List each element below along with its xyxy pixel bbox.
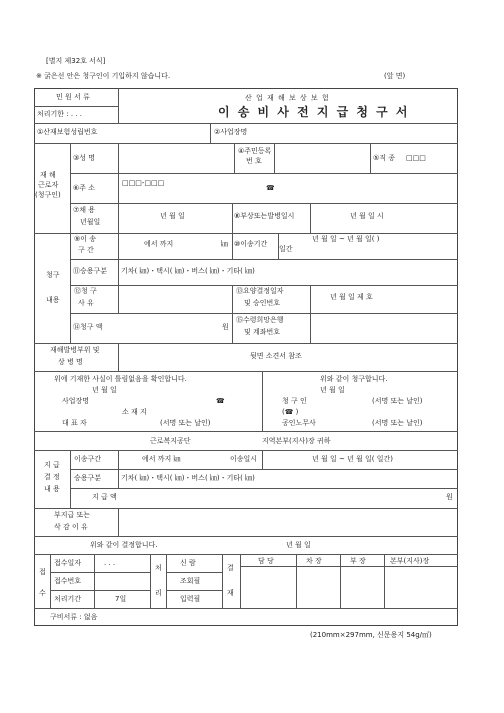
deadline-label: 처리기한 : . . . <box>37 110 82 118</box>
confirm-left-sign: (서명 또는 날인) <box>160 419 211 427</box>
transfer-label-1: ⑨이 송 <box>74 235 97 243</box>
means-label: ⑪승용구분 <box>73 267 108 275</box>
decision-transfer-label: 이송구간 <box>74 455 102 463</box>
decision-means-value: 기차( ㎞)・택시( ㎞)・버스( ㎞)・기타( ㎞) <box>121 474 255 482</box>
confirm-left-rep: 대 표 자 <box>62 419 87 427</box>
process-group-1: 처 <box>155 564 162 572</box>
job-value: □□□ <box>406 154 426 162</box>
worker-group-1: 재 해 <box>40 171 56 179</box>
bank-label-2: 및 계좌번호 <box>244 328 281 336</box>
decide-text: 위와 같이 결정합니다. <box>90 541 158 549</box>
confirm-left-date: 년 월 일 <box>92 386 117 394</box>
decision-transfer-value: 에서 까지 ㎞ <box>142 455 181 463</box>
approval-deputy: 차 장 <box>306 557 322 565</box>
process-inquiry: 조회필 <box>180 577 201 585</box>
decision-means-label: 승용구분 <box>74 474 102 482</box>
injury-date-value: 년 월 일 시 <box>350 212 384 220</box>
injury-part-label-2: 상 병 명 <box>58 358 83 366</box>
address-postal: □□□-□□□ <box>122 179 165 187</box>
decision-group-1: 지 급 <box>44 461 60 469</box>
transfer-period-label: ⑩이송기간 <box>234 240 268 248</box>
process-group-2: 리 <box>155 589 162 597</box>
transfer-label-2: 구 간 <box>78 246 94 254</box>
confirm-left-org: 사업장명 <box>62 397 90 405</box>
reason-label-2: 사 유 <box>78 299 94 307</box>
address-label: ⑥주 소 <box>73 184 96 192</box>
injury-part-value: 뒷면 소견서 참조 <box>250 352 302 360</box>
insurance-reg-label: ①산재보험성립번호 <box>37 128 98 136</box>
transfer-period-days: 일간 <box>279 245 293 253</box>
injury-part-label-1: 재해발병부위 및 <box>50 346 100 354</box>
agency-recipient: 지역본부(지사)장 귀하 <box>262 437 331 445</box>
hire-label-2: 년월일 <box>80 218 101 226</box>
job-label: ⑤직 종 <box>373 154 396 162</box>
required-docs: 구비서류 : 없음 <box>50 613 98 621</box>
claim-group-1: 청구 <box>46 271 60 279</box>
reception-date-dots: . . . <box>104 559 116 567</box>
confirm-right-agent: 공인노무사 <box>282 419 316 427</box>
form-note: ※ 굵은선 안은 청구인이 기입하지 않습니다. <box>36 72 171 80</box>
amount-unit: 원 <box>222 323 229 331</box>
phone-icon: ☎ <box>266 184 275 192</box>
transfer-from-to: 에서 까지 <box>144 240 174 248</box>
worker-group-2: 근로자 <box>38 181 59 189</box>
reception-period-value: 7일 <box>115 595 127 603</box>
reception-no-label: 접수번호 <box>54 577 82 585</box>
confirm-left-phone-icon: ☎ <box>216 397 225 405</box>
decision-pay-unit: 원 <box>446 493 453 501</box>
decision-pay-label: 지 급 액 <box>92 493 117 501</box>
transfer-km: ㎞ <box>221 240 228 248</box>
approval-manager: 부 장 <box>350 557 366 565</box>
confirm-right-date: 년 월 일 <box>320 386 345 394</box>
reject-label-1: 부지급 또는 <box>54 511 91 519</box>
worker-group-3: (청구인) <box>35 191 61 199</box>
decision-group-3: 내 용 <box>44 485 60 493</box>
amount-label: ⑭청구 액 <box>73 323 103 331</box>
form-title: 이 송 비 사 전 지 급 청 구 서 <box>218 105 410 119</box>
form-subtitle: 산 업 재 해 보 상 보 험 <box>245 94 330 102</box>
reception-group-1: 접 <box>39 568 46 576</box>
hire-value: 년 월 일 <box>160 212 185 220</box>
page-side: (앞 면) <box>384 72 406 80</box>
paper-spec: (210mm×297mm, 신문용지 54g/㎡) <box>310 631 432 639</box>
rrn-label-1: ④주민등록 <box>238 147 272 155</box>
reception-date-label: 접수일자 <box>54 559 82 567</box>
workplace-label: ②사업장명 <box>214 128 248 136</box>
reason-label-1: ⑫청 구 <box>74 287 97 295</box>
confirm-left-addr: 소 재 지 <box>122 408 147 416</box>
process-input: 입력필 <box>180 595 201 603</box>
transfer-period-value: 년 월 일 ~ 년 월 일( ) <box>312 235 380 243</box>
process-review: 신 람 <box>180 559 196 567</box>
confirm-right-sign2: (서명 또는 날인) <box>372 419 423 427</box>
care-label-1: ⑬요양결정일자 <box>236 287 284 295</box>
agency-name: 근로복지공단 <box>150 437 191 445</box>
decision-date-value: 년 월 일 ~ 년 월 일( 일간) <box>312 455 393 463</box>
reception-period-label: 처리기간 <box>54 595 82 603</box>
approval-group-1: 결 <box>227 564 234 572</box>
decision-date-label: 이송일시 <box>230 455 258 463</box>
approval-staff: 담 당 <box>258 557 274 565</box>
approval-director: 본부(지사)장 <box>390 557 430 565</box>
care-label-2: 및 승인번호 <box>244 299 281 307</box>
name-label: ③성 명 <box>73 154 96 162</box>
care-value: 년 월 일 제 호 <box>330 293 373 301</box>
confirm-right-phone: (☎ ) <box>282 408 299 416</box>
decision-group-2: 결 정 <box>44 473 60 481</box>
receipt-label: 민 원 서 류 <box>56 93 90 101</box>
form-number: [별지 제32호 서식] <box>46 57 106 65</box>
bank-label-1: ⑮수령희망은행 <box>236 316 284 324</box>
rrn-label-2: 번 호 <box>246 157 262 165</box>
reception-group-2: 수 <box>39 589 46 597</box>
confirm-right-claimant: 청 구 인 <box>282 397 307 405</box>
hire-label-1: ⑦채 용 <box>73 206 96 214</box>
injury-date-label: ⑧부상또는발병일시 <box>234 212 295 220</box>
confirm-right-sign1: (서명 또는 날인) <box>372 397 423 405</box>
confirm-left-head: 위에 기재한 사실이 틀림없음을 확인합니다. <box>54 375 187 383</box>
confirm-right-head: 위와 같이 청구합니다. <box>320 375 388 383</box>
claim-group-2: 내용 <box>46 296 60 304</box>
reject-label-2: 삭 감 이 유 <box>54 523 88 531</box>
decide-date: 년 월 일 <box>286 541 311 549</box>
approval-group-2: 재 <box>227 589 234 597</box>
means-value: 기차( ㎞)・택시( ㎞)・버스( ㎞)・기타( ㎞) <box>121 267 255 275</box>
